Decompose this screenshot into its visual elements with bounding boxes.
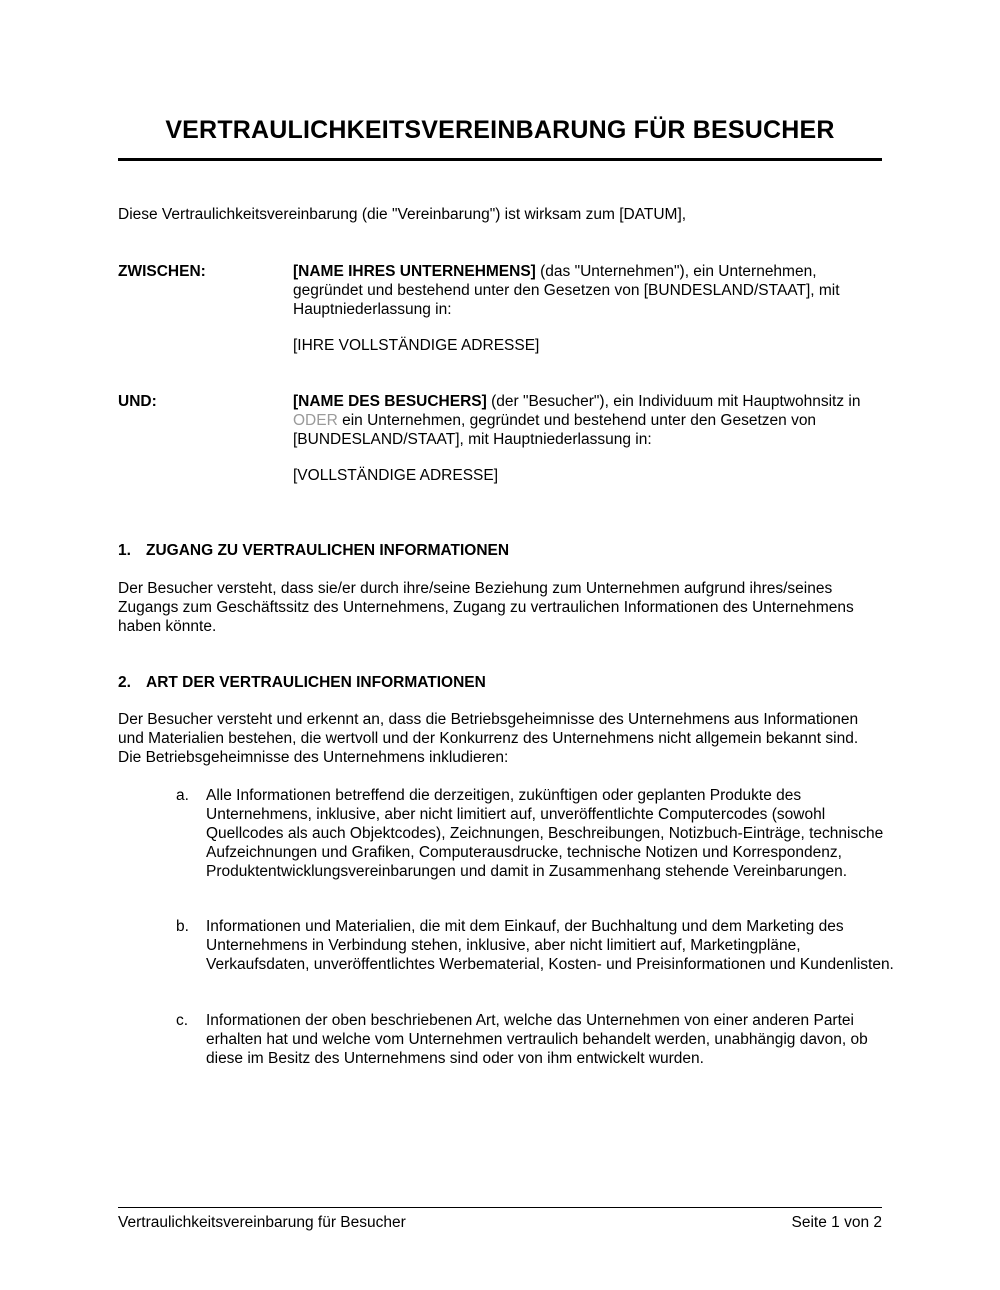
party-and-label: UND: (118, 393, 157, 410)
section-1-title: ZUGANG ZU VERTRAULICHEN INFORMATIONEN (146, 542, 510, 559)
party-between-description: (das "Unternehmen"), ein Unternehmen, gegründet und bestehend unter den Gesetzen von [BUNDESLAND/STAAT], mit Hauptniederlassung in: (293, 263, 840, 318)
party-and-text (293, 392, 885, 449)
party-and-description-a: (der "Besucher"), ein Individuum mit Hauptwohnsitz in (486, 393, 861, 410)
section-1-heading (118, 542, 882, 560)
footer-document-title: Vertraulichkeitsvereinbarung für Besucher (118, 1214, 406, 1231)
visitor-name-placeholder: [NAME DES BESUCHERS] (293, 393, 487, 410)
document-page (118, 0, 894, 1290)
section-2-paragraph: Der Besucher versteht und erkennt an, dass die Betriebsgeheimnisse des Unternehmens aus Informationen und Materialien bestehen, die wertvoll und der Konkurrenz des Unternehmens nicht allgemein bekannt sind. Die Betriebsgeheimnisse des Unternehmens inkludieren: (118, 711, 859, 766)
party-and-description-b: ein Unternehmen, gegründet und bestehend unter den Gesetzen von [BUNDESLAND/STAAT], mit Hauptniederlassung in: (293, 412, 817, 448)
list-item-marker: a. (176, 787, 189, 804)
list-item-text: Informationen und Materialien, die mit dem Einkauf, der Buchhaltung und dem Marketing des Unternehmens in Verbindung stehen, inklusive, aber nicht limitiert auf, Marketingpläne, Verkaufsdaten, unveröffentlichtes Werbematerial, Kosten- und Preisinformationen und Kundenlisten. (206, 918, 894, 973)
company-address-placeholder: [IHRE VOLLSTÄNDIGE ADRESSE] (293, 337, 540, 354)
list-item-marker: c. (176, 1012, 189, 1029)
party-between-text (293, 262, 885, 319)
list-item-marker: b. (176, 918, 189, 935)
list-item-text: Informationen der oben beschriebenen Art, welche das Unternehmen von einer anderen Partei erhalten hat und welche vom Unternehmen vertraulich behandelt werden, unabhängig davon, ob diese im Besitz des Unternehmens sind oder von ihm entwickelt wurden. (206, 1012, 868, 1067)
section-2-title: ART DER VERTRAULICHEN INFORMATIONEN (146, 674, 486, 691)
section-1-number: 1. (118, 542, 131, 559)
visitor-address-placeholder: [VOLLSTÄNDIGE ADRESSE] (293, 467, 499, 484)
footer-page-number: Seite 1 von 2 (791, 1214, 882, 1231)
footer-divider (118, 1207, 882, 1208)
title-divider (118, 158, 882, 161)
oder-placeholder: ODER (293, 412, 338, 429)
list-item-text: Alle Informationen betreffend die derzeitigen, zukünftigen oder geplanten Produkte des Unternehmens, inklusive, aber nicht limitiert auf, unveröffentlichte Computercodes (sowohl Quellcodes als auch Objektcodes), Zeichnungen, Beschreibungen, Notizbuch-Einträge, technische Aufzeichnungen und Grafiken, Computerausdrucke, technische Notizen und Korrespondenz, Produktentwicklungsvereinbarungen und damit in Zusammenhang stehende Vereinbarungen. (206, 787, 884, 880)
company-name-placeholder: [NAME IHRES UNTERNEHMENS] (293, 263, 536, 280)
intro-paragraph: Diese Vertraulichkeitsvereinbarung (die "Vereinbarung") ist wirksam zum [DATUM], (118, 206, 687, 223)
party-between-label: ZWISCHEN: (118, 263, 206, 280)
document-title: VERTRAULICHKEITSVEREINBARUNG FÜR BESUCHER (165, 116, 835, 144)
section-1-paragraph: Der Besucher versteht, dass sie/er durch ihre/seine Beziehung zum Unternehmen aufgrund ihres/seines Zugangs zum Geschäftssitz des Unternehmens, Zugang zu vertraulichen Informationen des Unternehmens haben könnte. (118, 580, 854, 635)
section-2-number: 2. (118, 674, 131, 691)
section-2-heading (118, 674, 882, 692)
